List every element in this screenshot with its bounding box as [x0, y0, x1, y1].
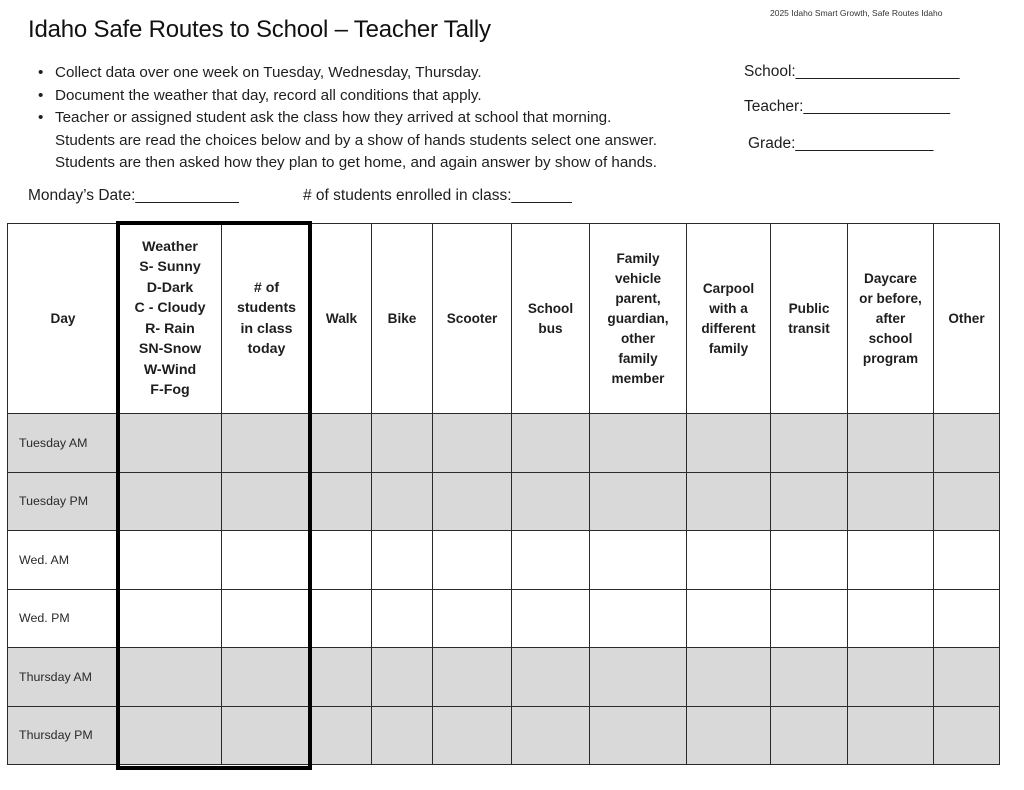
tally-cell-family-vehicle[interactable]: [590, 706, 687, 765]
tally-cell-other[interactable]: [934, 648, 1000, 707]
tally-cell-scooter[interactable]: [433, 531, 512, 590]
day-label: Thursday AM: [8, 648, 119, 707]
column-header-bike: [372, 224, 433, 414]
column-header-line: Scooter: [446, 310, 498, 326]
bullet-icon: •: [38, 86, 44, 104]
column-header-line: W-Wind: [143, 361, 197, 378]
column-header-line: with a: [709, 300, 748, 316]
tally-cell-school-bus[interactable]: [512, 589, 590, 648]
column-header-daycare: [848, 224, 934, 414]
column-header-line: Day: [50, 310, 76, 326]
column-header-line: different: [701, 320, 756, 336]
tally-cell-school-bus[interactable]: [512, 706, 590, 765]
tally-cell-family-vehicle[interactable]: [590, 648, 687, 707]
tally-cell-weather[interactable]: [119, 648, 222, 707]
tally-table: [7, 223, 1000, 765]
tally-table-container: [7, 223, 999, 768]
tally-cell-students-today[interactable]: [222, 472, 312, 531]
students-enrolled-field[interactable]: # of students enrolled in class:_______: [303, 187, 572, 204]
tally-cell-bike[interactable]: [372, 648, 433, 707]
column-header-line: school: [868, 330, 913, 346]
tally-cell-weather[interactable]: [119, 706, 222, 765]
tally-cell-walk[interactable]: [312, 648, 372, 707]
tally-cell-other[interactable]: [934, 472, 1000, 531]
column-header-students-today: [222, 224, 312, 414]
table-row: [8, 472, 1000, 531]
tally-cell-family-vehicle[interactable]: [590, 589, 687, 648]
column-header-line: # of: [253, 279, 280, 296]
tally-cell-bike[interactable]: [372, 472, 433, 531]
tally-cell-students-today[interactable]: [222, 706, 312, 765]
column-header-line: Public: [788, 300, 830, 316]
teacher-field[interactable]: Teacher:_________________: [744, 98, 950, 115]
column-header-line: F-Fog: [150, 382, 190, 398]
tally-cell-weather[interactable]: [119, 414, 222, 473]
tally-cell-carpool[interactable]: [687, 472, 771, 531]
column-header-line: R- Rain: [145, 320, 195, 337]
column-header-line: Bike: [387, 310, 417, 326]
table-row: [8, 648, 1000, 707]
column-header-line: S- Sunny: [139, 259, 201, 275]
tally-cell-weather[interactable]: [119, 589, 222, 648]
column-header-line: vehicle: [614, 270, 662, 286]
column-header-line: parent,: [615, 290, 661, 306]
tally-cell-scooter[interactable]: [433, 472, 512, 531]
tally-cell-bike[interactable]: [372, 414, 433, 473]
tally-cell-school-bus[interactable]: [512, 414, 590, 473]
mondays-date-field[interactable]: Monday’s Date:____________: [28, 187, 239, 204]
column-header-line: Carpool: [702, 280, 755, 296]
column-header-line: C - Cloudy: [134, 300, 206, 316]
column-header-line: Family: [616, 250, 660, 266]
column-header-line: D-Dark: [146, 279, 194, 296]
tally-cell-scooter[interactable]: [433, 414, 512, 473]
tally-cell-public-transit[interactable]: [771, 706, 848, 765]
tally-cell-bike[interactable]: [372, 706, 433, 765]
tally-cell-other[interactable]: [934, 414, 1000, 473]
tally-cell-public-transit[interactable]: [771, 472, 848, 531]
column-header-line: in class: [240, 320, 293, 337]
page-title: Idaho Safe Routes to School – Teacher Tally: [28, 16, 491, 43]
table-row: [8, 706, 1000, 765]
column-header-line: students: [236, 300, 297, 316]
column-header-line: other: [621, 330, 655, 346]
table-header-row: [8, 224, 1000, 414]
bullet-icon: •: [38, 109, 44, 126]
tally-cell-walk[interactable]: [312, 589, 372, 648]
tally-cell-scooter[interactable]: [433, 589, 512, 648]
column-header-line: Other: [948, 310, 985, 326]
tally-cell-other[interactable]: [934, 706, 1000, 765]
tally-cell-other[interactable]: [934, 589, 1000, 648]
day-label: Tuesday PM: [8, 472, 119, 531]
column-header-line: SN-Snow: [138, 341, 202, 357]
tally-cell-carpool[interactable]: [687, 531, 771, 590]
tally-cell-public-transit[interactable]: [771, 589, 848, 648]
tally-cell-public-transit[interactable]: [771, 531, 848, 590]
instruction-continuation: Students are then asked how they plan to get home, and again answer by show of hands.: [55, 154, 657, 171]
tally-cell-daycare[interactable]: [848, 472, 934, 531]
day-label: Thursday PM: [8, 706, 119, 765]
tally-cell-daycare[interactable]: [848, 648, 934, 707]
tally-cell-daycare[interactable]: [848, 531, 934, 590]
tally-cell-school-bus[interactable]: [512, 531, 590, 590]
bullet-icon: •: [38, 64, 44, 81]
column-header-line: family: [708, 340, 749, 356]
column-header-line: or before,: [859, 290, 922, 306]
tally-cell-public-transit[interactable]: [771, 648, 848, 707]
column-header-line: Daycare: [864, 270, 917, 286]
column-header-walk: [312, 224, 372, 414]
table-body: [8, 414, 1000, 765]
tally-cell-school-bus[interactable]: [512, 472, 590, 531]
tally-cell-walk[interactable]: [312, 472, 372, 531]
instruction-item: • Document the weather that day, record all conditions that apply.: [38, 85, 738, 108]
tally-cell-family-vehicle[interactable]: [590, 472, 687, 531]
copyright-credit: 2025 Idaho Smart Growth, Safe Routes Idaho: [770, 8, 943, 18]
tally-cell-students-today[interactable]: [222, 531, 312, 590]
column-header-line: program: [862, 350, 919, 366]
column-header-line: member: [611, 370, 665, 386]
school-field[interactable]: School:___________________: [744, 63, 960, 80]
tally-cell-public-transit[interactable]: [771, 414, 848, 473]
column-header-other: [934, 224, 1000, 414]
tally-cell-scooter[interactable]: [433, 648, 512, 707]
tally-cell-carpool[interactable]: [687, 414, 771, 473]
day-label: Wed. AM: [8, 531, 119, 590]
column-header-family-vehicle: [590, 224, 687, 414]
column-header-weather: [119, 224, 222, 414]
tally-cell-students-today[interactable]: [222, 648, 312, 707]
instructions-list: [38, 62, 738, 175]
tally-cell-weather[interactable]: [119, 531, 222, 590]
column-header-line: family: [618, 350, 658, 366]
tally-cell-scooter[interactable]: [433, 706, 512, 765]
table-row: [8, 589, 1000, 648]
day-label: Wed. PM: [8, 589, 119, 648]
column-header-line: after: [875, 310, 906, 326]
instruction-continuation: Students are read the choices below and by a show of hands students select one answer.: [55, 131, 657, 149]
column-header-line: Weather: [142, 238, 198, 255]
tally-cell-daycare[interactable]: [848, 706, 934, 765]
column-header-scooter: [433, 224, 512, 414]
tally-cell-carpool[interactable]: [687, 589, 771, 648]
column-header-line: School: [527, 300, 574, 316]
grade-field[interactable]: Grade:________________: [748, 135, 934, 152]
tally-cell-walk[interactable]: [312, 414, 372, 473]
tally-cell-family-vehicle[interactable]: [590, 531, 687, 590]
tally-cell-walk[interactable]: [312, 706, 372, 765]
tally-cell-carpool[interactable]: [687, 706, 771, 765]
tally-cell-school-bus[interactable]: [512, 648, 590, 707]
tally-cell-students-today[interactable]: [222, 589, 312, 648]
column-header-line: bus: [538, 320, 563, 336]
column-header-day: [8, 224, 119, 414]
tally-cell-daycare[interactable]: [848, 589, 934, 648]
column-header-public-transit: [771, 224, 848, 414]
tally-cell-weather[interactable]: [119, 472, 222, 531]
tally-cell-walk[interactable]: [312, 531, 372, 590]
column-header-line: transit: [788, 320, 830, 336]
tally-cell-family-vehicle[interactable]: [590, 414, 687, 473]
column-header-line: guardian,: [607, 310, 669, 326]
column-header-school-bus: [512, 224, 590, 414]
tally-cell-daycare[interactable]: [848, 414, 934, 473]
day-label: Tuesday AM: [8, 414, 119, 473]
table-row: [8, 531, 1000, 590]
instruction-item: • Collect data over one week on Tuesday, Wednesday, Thursday.: [38, 62, 738, 85]
tally-cell-bike[interactable]: [372, 531, 433, 590]
table-row: [8, 414, 1000, 473]
tally-cell-bike[interactable]: [372, 589, 433, 648]
tally-cell-students-today[interactable]: [222, 414, 312, 473]
instruction-item: • Teacher or assigned student ask the class how they arrived at school that morning.: [38, 107, 738, 130]
column-header-carpool: [687, 224, 771, 414]
column-header-line: today: [247, 341, 286, 357]
column-header-line: Walk: [325, 310, 358, 326]
tally-cell-carpool[interactable]: [687, 648, 771, 707]
tally-cell-other[interactable]: [934, 531, 1000, 590]
